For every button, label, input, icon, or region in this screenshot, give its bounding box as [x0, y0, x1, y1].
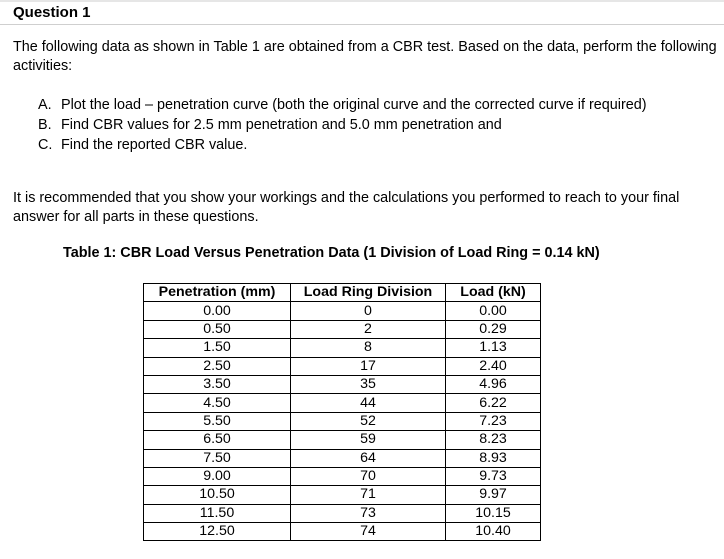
cell-penetration: 0.50	[144, 320, 291, 338]
table-row	[144, 302, 541, 320]
header-penetration: Penetration (mm)	[144, 284, 291, 302]
cbr-data-table	[143, 283, 541, 541]
activity-item	[38, 95, 647, 115]
table-body	[144, 302, 541, 541]
cell-load: 0.29	[446, 320, 541, 338]
table-row	[144, 523, 541, 541]
cell-penetration: 11.50	[144, 504, 291, 522]
title-divider	[0, 24, 724, 25]
table-row	[144, 375, 541, 393]
activity-letter: C.	[38, 137, 53, 153]
cell-load-ring-division: 64	[291, 449, 446, 467]
cell-load: 0.00	[446, 302, 541, 320]
activity-letter: A.	[38, 97, 52, 113]
activity-item	[38, 135, 647, 155]
cell-load-ring-division: 74	[291, 523, 446, 541]
cell-load: 2.40	[446, 357, 541, 375]
cell-load-ring-division: 35	[291, 375, 446, 393]
cell-load: 10.40	[446, 523, 541, 541]
top-rule	[0, 0, 724, 2]
table-row	[144, 431, 541, 449]
table-row	[144, 504, 541, 522]
activity-text: Find CBR values for 2.5 mm penetration and 5.0 mm penetration and	[61, 117, 502, 133]
cell-penetration: 7.50	[144, 449, 291, 467]
cell-load: 4.96	[446, 375, 541, 393]
table-header-row	[144, 284, 541, 302]
cell-load-ring-division: 70	[291, 467, 446, 485]
cell-load-ring-division: 8	[291, 339, 446, 357]
cell-load: 1.13	[446, 339, 541, 357]
intro-paragraph: The following data as shown in Table 1 are obtained from a CBR test. Based on the data, perform the following activities:	[13, 39, 717, 74]
table-caption: Table 1: CBR Load Versus Penetration Data (1 Division of Load Ring = 0.14 kN)	[63, 245, 600, 261]
table-row	[144, 467, 541, 485]
cell-load: 7.23	[446, 412, 541, 430]
cell-penetration: 10.50	[144, 486, 291, 504]
cell-load-ring-division: 44	[291, 394, 446, 412]
cell-penetration: 9.00	[144, 467, 291, 485]
table-row	[144, 320, 541, 338]
table-row	[144, 449, 541, 467]
cell-penetration: 2.50	[144, 357, 291, 375]
cell-load: 8.23	[446, 431, 541, 449]
cell-load-ring-division: 0	[291, 302, 446, 320]
activity-letter: B.	[38, 117, 52, 133]
cell-load-ring-division: 52	[291, 412, 446, 430]
recommendation-paragraph: It is recommended that you show your workings and the calculations you performed to reach to your final answer for all parts in these questions.	[13, 190, 680, 225]
cell-load-ring-division: 2	[291, 320, 446, 338]
activity-list	[38, 95, 647, 155]
cell-load: 6.22	[446, 394, 541, 412]
cell-penetration: 0.00	[144, 302, 291, 320]
activity-item	[38, 115, 647, 135]
cell-penetration: 5.50	[144, 412, 291, 430]
cell-penetration: 1.50	[144, 339, 291, 357]
cell-load-ring-division: 73	[291, 504, 446, 522]
question-title: Question 1	[13, 4, 91, 21]
table-row	[144, 412, 541, 430]
cell-penetration: 4.50	[144, 394, 291, 412]
cell-penetration: 6.50	[144, 431, 291, 449]
cell-penetration: 12.50	[144, 523, 291, 541]
cell-load: 9.73	[446, 467, 541, 485]
cell-load-ring-division: 71	[291, 486, 446, 504]
cell-load: 8.93	[446, 449, 541, 467]
activity-text: Find the reported CBR value.	[61, 137, 248, 153]
cell-load: 9.97	[446, 486, 541, 504]
cell-penetration: 3.50	[144, 375, 291, 393]
cell-load-ring-division: 17	[291, 357, 446, 375]
table-row	[144, 357, 541, 375]
table-row	[144, 394, 541, 412]
cell-load-ring-division: 59	[291, 431, 446, 449]
header-load: Load (kN)	[446, 284, 541, 302]
header-load-ring-division: Load Ring Division	[291, 284, 446, 302]
cell-load: 10.15	[446, 504, 541, 522]
table-row	[144, 486, 541, 504]
table-row	[144, 339, 541, 357]
activity-text: Plot the load – penetration curve (both the original curve and the corrected curve if required)	[61, 97, 647, 113]
